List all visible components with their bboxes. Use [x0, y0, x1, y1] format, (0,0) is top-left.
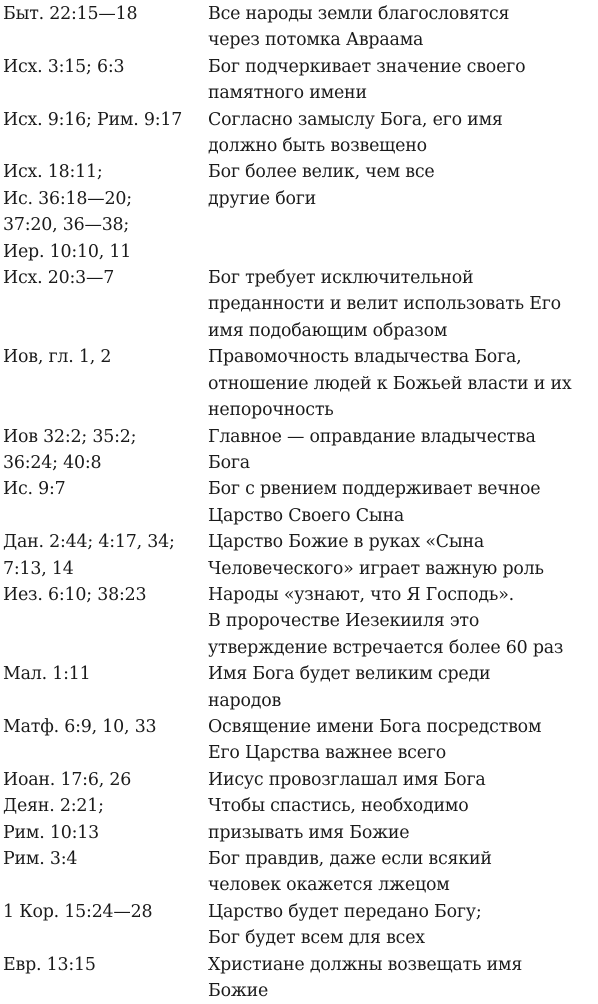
reference-description — [208, 159, 598, 265]
description-line: Бог требует исключительной — [208, 268, 474, 289]
table-row — [0, 424, 598, 477]
description-line: В пророчестве Иезекииля это — [208, 611, 480, 632]
table-row — [0, 661, 598, 714]
reference-line: Матф. 6:9, 10, 33 — [3, 716, 157, 737]
scripture-reference — [0, 952, 208, 1004]
reference-line: 7:13, 14 — [3, 558, 74, 579]
description-line: Царство будет передано Богу; — [208, 901, 482, 922]
description-line: Бог более велик, чем все — [208, 162, 435, 183]
reference-line: Ис. 9:7 — [3, 479, 66, 500]
description-line: непорочность — [208, 400, 334, 421]
table-row — [0, 476, 598, 529]
description-line: человек окажется лжецом — [208, 875, 450, 896]
description-line: Бог подчеркивает значение своего — [208, 56, 526, 77]
description-line: Бог с рвением поддерживает вечное — [208, 479, 541, 500]
description-line: Иисус провозглашал имя Бога — [208, 769, 486, 790]
scripture-reference — [0, 582, 208, 661]
reference-description — [208, 107, 598, 160]
scripture-reference — [0, 159, 208, 265]
reference-line: Исх. 9:16; Рим. 9:17 — [3, 109, 183, 130]
reference-line: Иов 32:2; 35:2; — [3, 426, 137, 447]
description-line: другие боги — [208, 188, 317, 209]
description-line: Главное — оправдание владычества — [208, 426, 536, 447]
description-line: Имя Бога будет великим среди — [208, 664, 491, 685]
table-row — [0, 793, 598, 846]
reference-description — [208, 661, 598, 714]
scripture-reference — [0, 899, 208, 952]
description-line: Бог правдив, даже если всякий — [208, 849, 492, 869]
reference-line: Ис. 36:18—20; — [3, 188, 132, 209]
description-line: Царство Божие в руках «Сына — [208, 532, 485, 553]
reference-description — [208, 1, 598, 54]
description-line: утверждение встречается более 60 раз — [208, 637, 564, 658]
description-line: Христиане должны возвещать имя — [208, 954, 523, 975]
reference-line: Рим. 10:13 — [3, 822, 99, 843]
reference-line: Исх. 20:3—7 — [3, 268, 115, 289]
reference-line: Исх. 3:15; 6:3 — [3, 56, 125, 77]
scripture-reference — [0, 793, 208, 846]
scripture-reference-table — [0, 1, 598, 1004]
reference-description — [208, 793, 598, 846]
table-row — [0, 54, 598, 107]
reference-line: Исх. 18:11; — [3, 162, 103, 183]
description-line: народов — [208, 690, 282, 711]
scripture-reference — [0, 529, 208, 582]
table-row — [0, 344, 598, 423]
description-line: Бога — [208, 452, 250, 473]
description-line: памятного имени — [208, 83, 367, 104]
reference-line: Иез. 6:10; 38:23 — [3, 584, 147, 605]
description-line: через потомка Авраама — [208, 30, 424, 51]
reference-line: Деян. 2:21; — [3, 796, 104, 817]
table-row — [0, 582, 598, 661]
description-line: Правомочность владычества Бога, — [208, 347, 522, 368]
reference-line: 36:24; 40:8 — [3, 452, 102, 473]
reference-description — [208, 582, 598, 661]
reference-description — [208, 952, 598, 1004]
reference-description — [208, 476, 598, 529]
table-row — [0, 767, 598, 793]
reference-line: Иоан. 17:6, 26 — [3, 769, 132, 790]
reference-line: Иов, гл. 1, 2 — [3, 347, 112, 368]
scripture-reference — [0, 476, 208, 529]
reference-line: Рим. 3:4 — [3, 849, 78, 869]
description-line: Все народы земли благословятся — [208, 4, 510, 24]
scripture-reference — [0, 767, 208, 793]
table-row — [0, 714, 598, 767]
description-line: Согласно замыслу Бога, его имя — [208, 109, 503, 130]
description-line: призывать имя Божие — [208, 822, 410, 843]
reference-description — [208, 344, 598, 423]
table-row — [0, 1, 598, 54]
reference-description — [208, 424, 598, 477]
table-body — [0, 1, 598, 1004]
reference-description — [208, 54, 598, 107]
description-line: Бог будет всем для всех — [208, 928, 425, 949]
description-line: Его Царства важнее всего — [208, 743, 446, 764]
description-line: преданности и велит использовать Его — [208, 294, 561, 315]
reference-line: Мал. 1:11 — [3, 664, 91, 685]
reference-line: Дан. 2:44; 4:17, 34; — [3, 532, 175, 553]
description-line: отношение людей к Божьей власти и их — [208, 373, 572, 394]
description-line: Царство Своего Сына — [208, 505, 405, 526]
reference-line: 1 Кор. 15:24—28 — [3, 901, 153, 922]
reference-line: Иер. 10:10, 11 — [3, 241, 132, 262]
description-line: Божие — [208, 981, 269, 1002]
reference-description — [208, 846, 598, 899]
scripture-reference — [0, 107, 208, 160]
reference-line: Евр. 13:15 — [3, 954, 96, 975]
scripture-reference — [0, 846, 208, 899]
table-row — [0, 846, 598, 899]
description-line: Человеческого» играет важную роль — [208, 558, 544, 579]
reference-description — [208, 529, 598, 582]
scripture-reference — [0, 661, 208, 714]
description-line: Чтобы спастись, необходимо — [208, 796, 469, 817]
scripture-reference — [0, 265, 208, 344]
table-row — [0, 107, 598, 160]
table-row — [0, 159, 598, 265]
description-line: должно быть возвещено — [208, 136, 427, 157]
scripture-reference — [0, 344, 208, 423]
description-line: Народы «узнают, что Я Господь». — [208, 584, 514, 605]
reference-line: 37:20, 36—38; — [3, 215, 130, 236]
reference-description — [208, 714, 598, 767]
reference-description — [208, 767, 598, 793]
reference-description — [208, 265, 598, 344]
description-line: имя подобающим образом — [208, 320, 448, 341]
reference-description — [208, 899, 598, 952]
table-row — [0, 899, 598, 952]
scripture-reference — [0, 54, 208, 107]
table-row — [0, 529, 598, 582]
scripture-reference — [0, 1, 208, 54]
table-row — [0, 952, 598, 1004]
table-row — [0, 265, 598, 344]
reference-line: Быт. 22:15—18 — [3, 4, 138, 24]
description-line: Освящение имени Бога посредством — [208, 716, 542, 737]
scripture-reference — [0, 714, 208, 767]
scripture-reference — [0, 424, 208, 477]
